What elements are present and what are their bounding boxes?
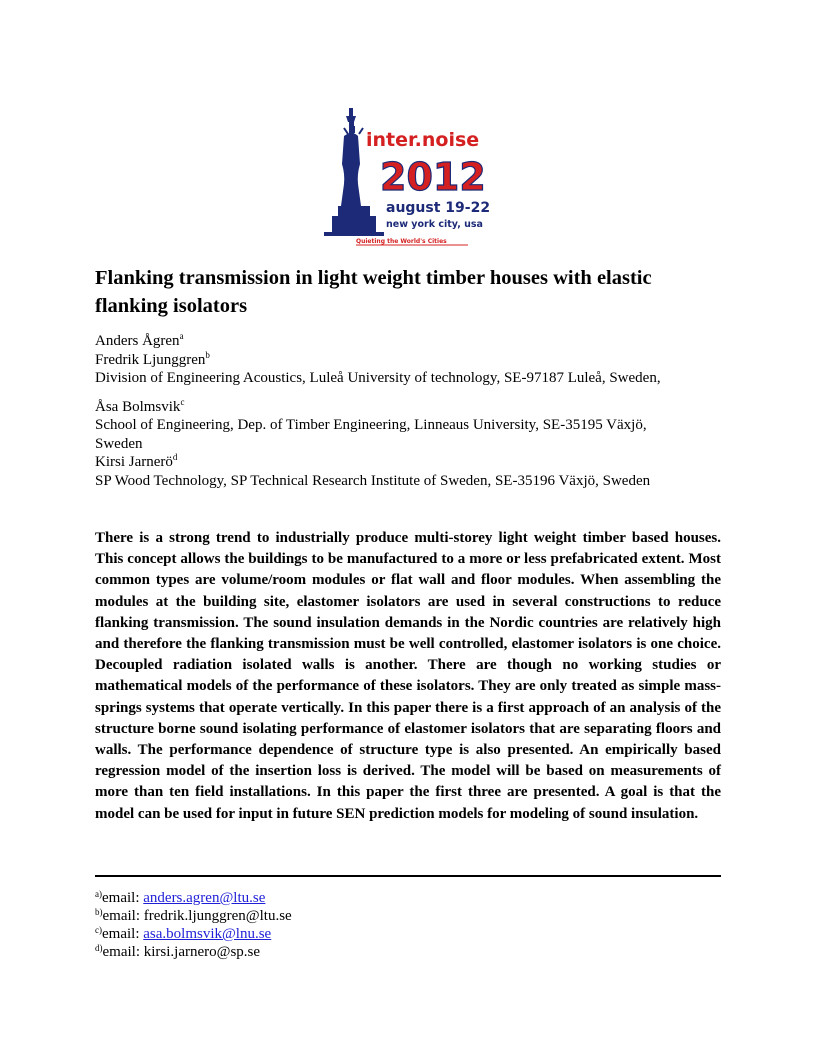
logo-year: 2012 <box>380 155 486 199</box>
statue-of-liberty-logo <box>318 106 508 246</box>
author-mark: a <box>179 331 184 341</box>
logo-name: inter.noise <box>366 129 480 151</box>
author-mark: b <box>205 349 210 360</box>
affiliation: Division of Engineering Acoustics, Luleå University of technology, SE-97187 Luleå, Sweden, <box>95 370 661 386</box>
affiliation: Sweden <box>95 435 143 452</box>
footnote-mark: d) <box>95 943 103 953</box>
email-link[interactable]: asa.bolmsvik@lnu.se <box>143 926 272 942</box>
logo-dates: august 19-22 <box>386 200 491 216</box>
affiliation: SP Wood Technology, SP Technical Research Institute of Sweden, SE-35196 Växjö, Sweden <box>95 472 651 489</box>
footnote-label: email: <box>102 926 144 942</box>
footnote-mark: b) <box>95 907 103 917</box>
paper-title <box>95 264 735 320</box>
author-line <box>95 453 735 472</box>
author-name: Fredrik Ljunggren <box>95 351 206 368</box>
footnote <box>95 907 292 925</box>
footnote-label: email: <box>102 890 144 906</box>
email-text: fredrik.ljunggren@ltu.se <box>143 908 292 924</box>
author-block <box>95 332 735 490</box>
footnote-label: email: <box>102 944 144 960</box>
email-text: kirsi.jarnero@sp.se <box>143 944 261 960</box>
footnote-label: email: <box>102 908 144 924</box>
author-name: Åsa Bolmsvik <box>95 398 181 415</box>
affiliation: School of Engineering, Dep. of Timber Engineering, Linneaus University, SE-35195 Växjö, <box>95 417 647 433</box>
footnote <box>95 943 292 961</box>
author-name: Kirsi Jarnerö <box>95 454 173 470</box>
author-mark: c <box>180 396 185 407</box>
author-name: Anders Ågren <box>95 333 180 349</box>
footnote-rule <box>95 875 721 877</box>
title-line-2: flanking isolators <box>95 295 248 317</box>
abstract: There is a strong trend to industrially produce multi-storey light weight timber based houses. This concept allows the buildings to be manufactured to a more or less prefabricated extent. Most common types are volume/room modules or flat wall and floor modules. When assembling the modules at the building site, elastomer isolators are used in several constructions to reduce flanking transmission. The sound insulation demands in the Nordic countries are relatively high and therefore the flanking transmission must be well controlled, elastomer isolators is one choice. Decoupled radiation isolated walls is another. There are though no working studies or mathematical models of the performance of these isolators. They are only treated as simple mass-springs systems that operate vertically. In this paper there is a first approach of an analysis of the structure borne sound isolating performance of elastomer isolators that are separating floors and walls. The performance dependence of structure type is also presented. An empirically based regression model of the insertion loss is derived. The model will be based on measurements of more than ten field installations. In this paper the first three are presented. A goal is that the model can be used for input in future SEN prediction models for modeling of sound insulation. <box>95 530 721 822</box>
footnote <box>95 889 292 907</box>
footnotes <box>95 889 292 961</box>
author-line <box>95 398 735 417</box>
author-line <box>95 332 735 351</box>
conference-logo <box>318 106 508 246</box>
author-line <box>95 351 735 370</box>
logo-tagline: Quieting the World's Cities <box>356 238 447 245</box>
footnote-mark: c) <box>95 925 102 935</box>
author-mark: d <box>172 452 178 462</box>
email-link[interactable]: anders.agren@ltu.se <box>143 890 266 906</box>
title-line-1: Flanking transmission in light weight timber houses with elastic <box>95 267 652 289</box>
footnote <box>95 925 292 943</box>
logo-location: new york city, usa <box>386 219 483 230</box>
footnote-mark: a) <box>95 889 102 899</box>
